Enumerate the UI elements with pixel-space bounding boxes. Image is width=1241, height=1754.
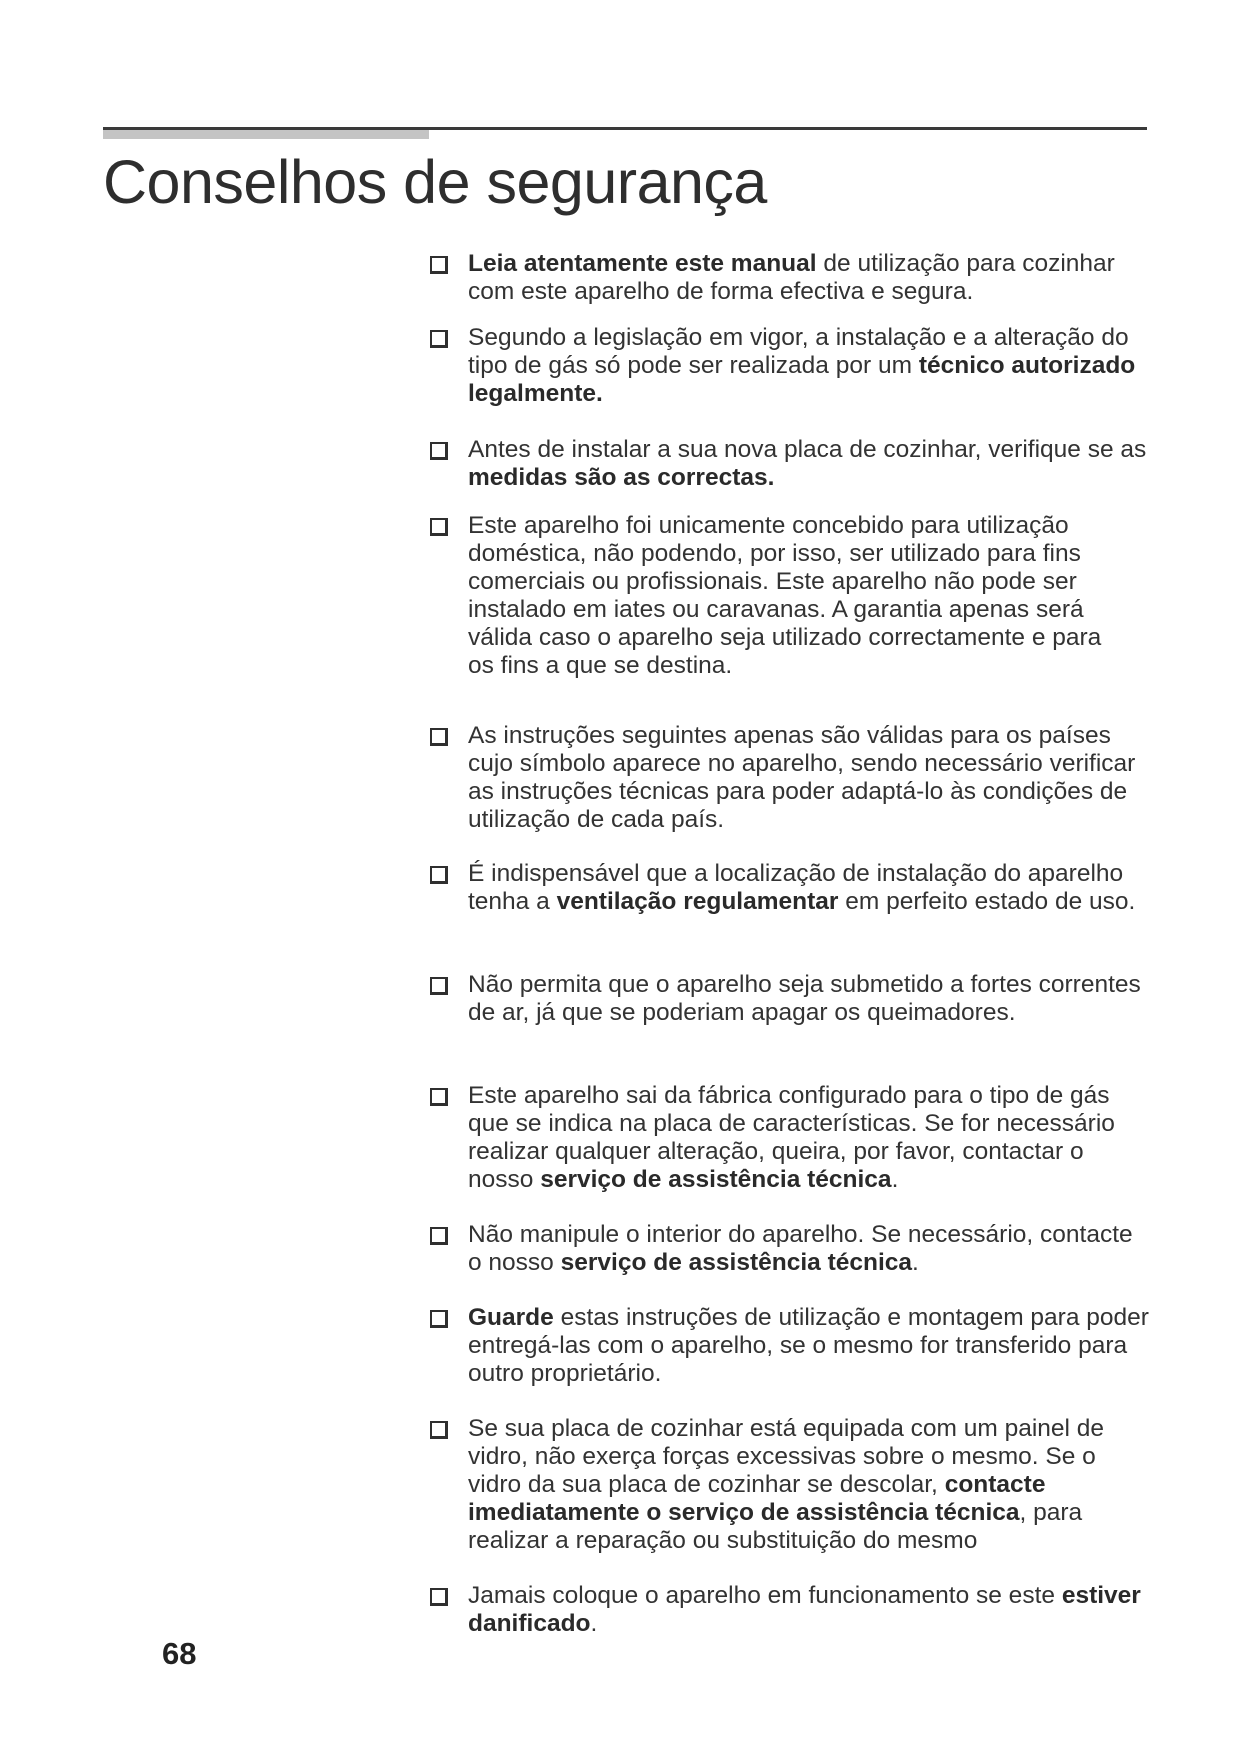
- list-item: [430, 1415, 1150, 1555]
- list-item: [430, 1582, 1150, 1638]
- page-number: 68: [162, 1636, 197, 1671]
- text-segment: Este aparelho foi unicamente concebido para utilização doméstica, não podendo, por isso, ser utilizado para fins comerciais ou profissionais. Este aparelho não pode ser instalado em iates ou caravanas. A garantia apenas será válida caso o aparelho seja utilizado correctamente e para os fins a que se destina.: [468, 512, 1102, 679]
- checkbox-bullet-icon: [430, 977, 448, 995]
- list-item: [430, 860, 1150, 916]
- text-segment: serviço de assistência técnica: [540, 1166, 892, 1193]
- list-item-text: [468, 1582, 1150, 1638]
- checkbox-bullet-icon: [430, 1227, 448, 1245]
- text-segment: .: [590, 1610, 598, 1637]
- checkbox-bullet-icon: [430, 1310, 448, 1328]
- list-item-text: [468, 722, 1150, 834]
- text-segment: estiver danificado: [468, 1582, 1141, 1637]
- list-item-text: [468, 860, 1150, 916]
- text-segment: de utilização para cozinhar com este aparelho de forma efectiva e segura.: [468, 250, 1115, 305]
- list-item-text: [468, 1221, 1150, 1277]
- checkbox-bullet-icon: [430, 1421, 448, 1439]
- text-segment: Antes de instalar a sua nova placa de cozinhar, verifique se as: [468, 436, 1147, 463]
- checkbox-bullet-icon: [430, 518, 448, 536]
- text-segment: , para realizar a reparação ou substituição do mesmo: [468, 1499, 1083, 1554]
- list-item: [430, 324, 1150, 408]
- list-item: [430, 971, 1150, 1027]
- checkbox-bullet-icon: [430, 728, 448, 746]
- text-segment: As instruções seguintes apenas são válidas para os países cujo símbolo aparece no aparelho, sendo necessário verificar as instruções técnicas para poder adaptá-lo às condições de utilização de cada país.: [468, 722, 1136, 833]
- list-item-text: [468, 512, 1118, 680]
- list-item-text: [468, 436, 1150, 492]
- text-segment: .: [912, 1249, 919, 1276]
- text-segment: .: [891, 1166, 899, 1193]
- checkbox-bullet-icon: [430, 442, 448, 460]
- text-segment: contacte imediatamente o serviço de assistência técnica: [468, 1471, 1046, 1526]
- checkbox-bullet-icon: [430, 330, 448, 348]
- list-item-text: [468, 971, 1150, 1027]
- text-segment: Este aparelho sai da fábrica configurado para o tipo de gás que se indica na placa de características. Se for necessário realizar qualquer alteração, queira, por favor, contactar o nosso: [468, 1082, 1115, 1193]
- checkbox-bullet-icon: [430, 1588, 448, 1606]
- text-segment: em perfeito estado de uso.: [838, 888, 1136, 915]
- checkbox-bullet-icon: [430, 256, 448, 274]
- text-segment: Não permita que o aparelho seja submetido a fortes correntes de ar, já que se poderiam apagar os queimadores.: [468, 971, 1141, 1026]
- page-title: Conselhos de segurança: [103, 148, 767, 216]
- header-rule-accent: [103, 130, 429, 139]
- text-segment: medidas são as correctas.: [468, 464, 775, 491]
- text-segment: Se sua placa de cozinhar está equipada com um painel de vidro, não exerça forças excessivas sobre o mesmo. Se o vidro da sua placa de cozinhar se descolar,: [468, 1415, 1105, 1498]
- list-item: [430, 1304, 1150, 1388]
- list-item-text: [468, 1415, 1150, 1555]
- list-item: [430, 722, 1150, 834]
- list-item: [430, 512, 1150, 680]
- text-segment: estas instruções de utilização e montagem para poder entregá-las com o aparelho, se o mesmo for transferido para outro proprietário.: [468, 1304, 1149, 1387]
- text-segment: técnico autorizado legalmente.: [468, 352, 1136, 407]
- list-item-text: [468, 250, 1150, 306]
- list-item: [430, 436, 1150, 492]
- list-item-text: [468, 1304, 1150, 1388]
- list-item-text: [468, 324, 1150, 408]
- list-item: [430, 1082, 1150, 1194]
- text-segment: Guarde: [468, 1304, 554, 1331]
- text-segment: É indispensável que a localização de instalação do aparelho tenha a: [468, 860, 1124, 915]
- text-segment: Jamais coloque o aparelho em funcionamento se este: [468, 1582, 1062, 1609]
- text-segment: Não manipule o interior do aparelho. Se necessário, contacte o nosso: [468, 1221, 1133, 1276]
- checkbox-bullet-icon: [430, 866, 448, 884]
- text-segment: Segundo a legislação em vigor, a instalação e a alteração do tipo de gás só pode ser realizada por um: [468, 324, 1129, 379]
- text-segment: ventilação regulamentar: [556, 888, 839, 915]
- checkbox-bullet-icon: [430, 1088, 448, 1106]
- list-item: [430, 250, 1150, 306]
- list-item: [430, 1221, 1150, 1277]
- text-segment: serviço de assistência técnica: [560, 1249, 912, 1276]
- text-segment: Leia atentamente este manual: [468, 250, 817, 277]
- list-item-text: [468, 1082, 1150, 1194]
